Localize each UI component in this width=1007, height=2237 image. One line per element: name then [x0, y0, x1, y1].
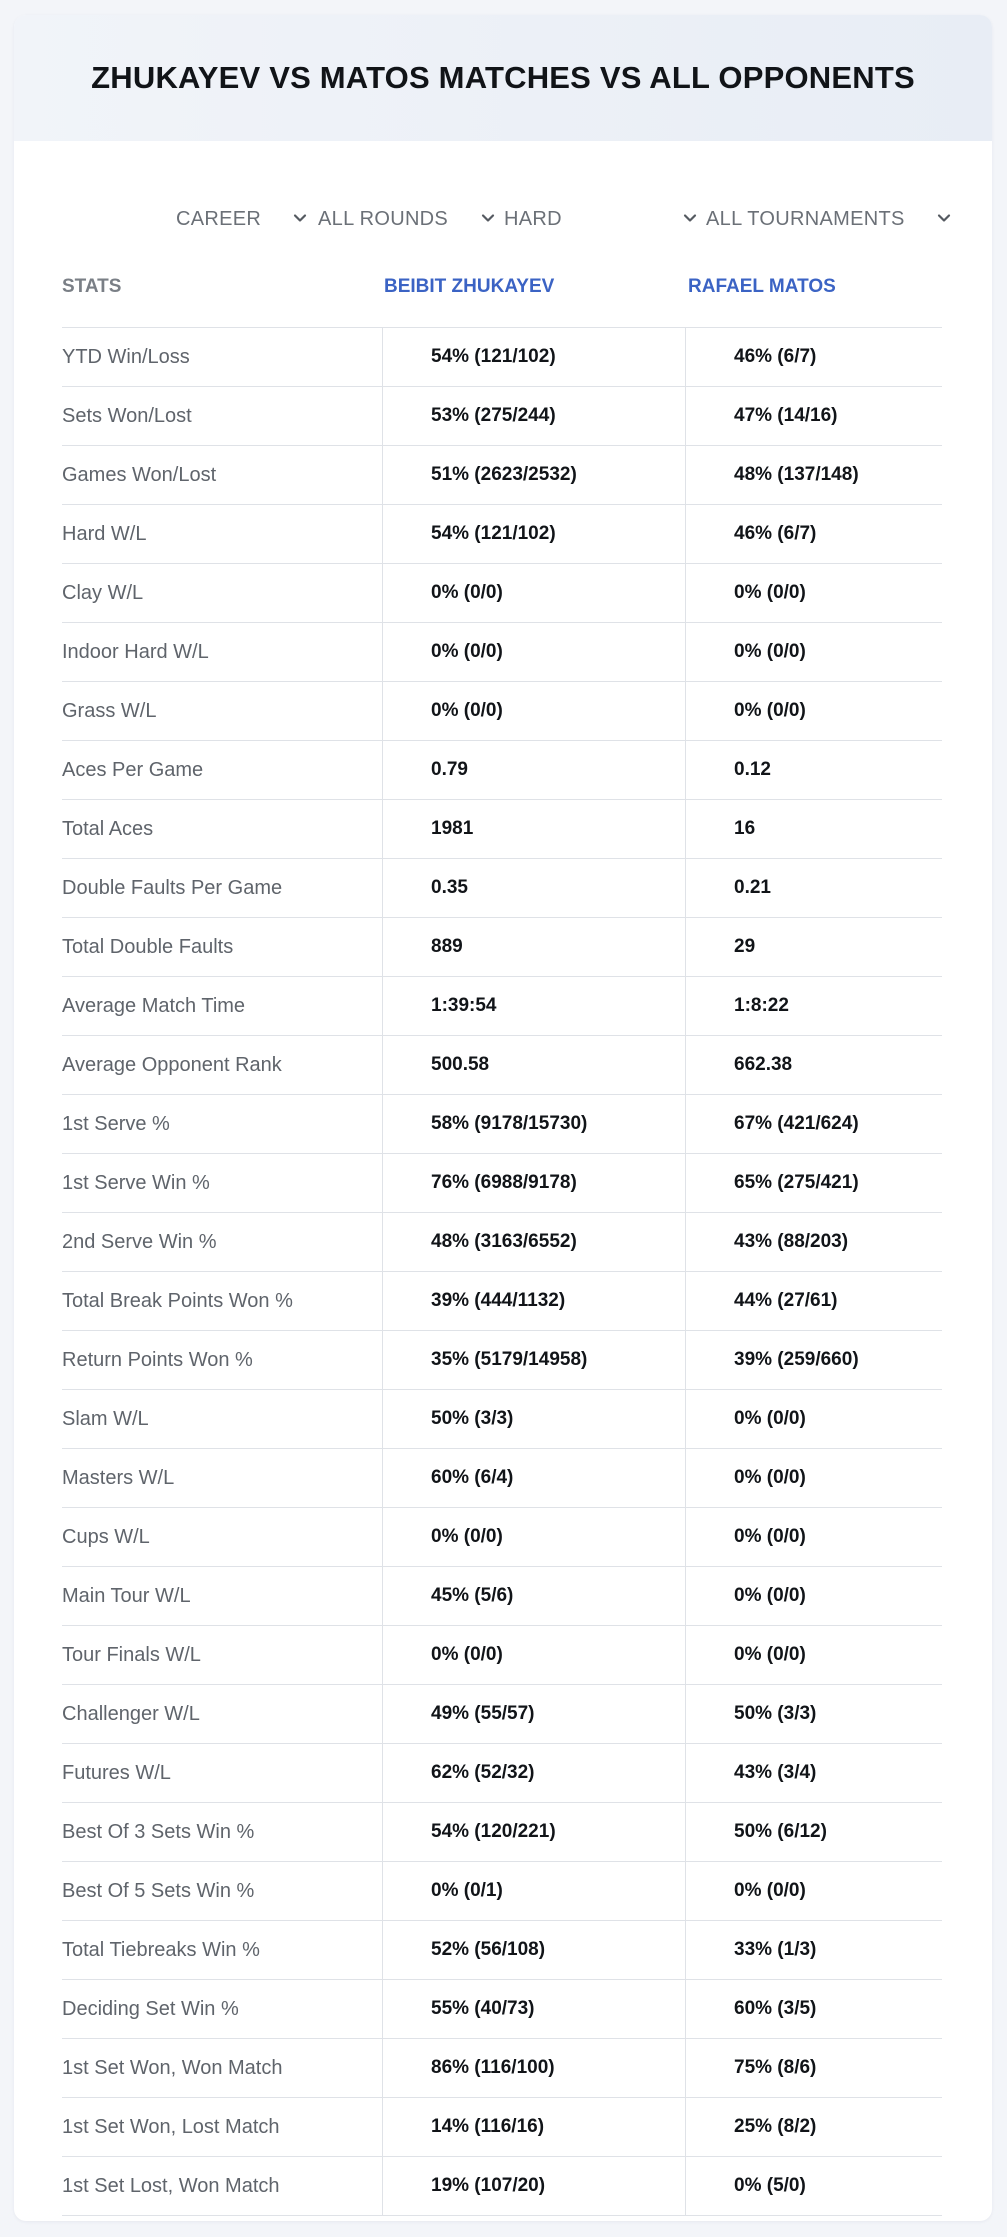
stat-label: Games Won/Lost [62, 464, 217, 486]
card-header [14, 15, 992, 141]
player-1-value: 0.79 [382, 741, 685, 799]
player-1-value: 0% (0/0) [382, 682, 685, 740]
stat-label: Cups W/L [62, 1526, 150, 1548]
player-1-value: 55% (40/73) [382, 1980, 685, 2038]
table-row [62, 1036, 942, 1095]
stat-label: Deciding Set Win % [62, 1998, 239, 2020]
player-1-value: 54% (120/221) [382, 1803, 685, 1861]
table-row [62, 1744, 942, 1803]
stat-label: Total Break Points Won % [62, 1290, 293, 1312]
stat-label: 2nd Serve Win % [62, 1231, 217, 1253]
player-1-value: 500.58 [382, 1036, 685, 1094]
tournaments-select-value: ALL TOURNAMENTS [706, 207, 905, 230]
stat-label: YTD Win/Loss [62, 346, 190, 368]
player-2-value: 29 [685, 918, 942, 976]
chevron-down-icon [290, 208, 310, 228]
stat-label: Indoor Hard W/L [62, 641, 209, 663]
stat-label: 1st Serve Win % [62, 1172, 210, 1194]
player-1-value: 14% (116/16) [382, 2098, 685, 2156]
stat-label: Average Match Time [62, 995, 246, 1017]
player-1-value: 58% (9178/15730) [382, 1095, 685, 1153]
player-1-value: 35% (5179/14958) [382, 1331, 685, 1389]
stat-label: Sets Won/Lost [62, 405, 192, 427]
player-2-value: 0% (0/0) [685, 1449, 942, 1507]
player-2-value: 47% (14/16) [685, 387, 942, 445]
player-2-value: 1:8:22 [685, 977, 942, 1035]
player-1-value: 0% (0/0) [382, 1508, 685, 1566]
table-row [62, 1390, 942, 1449]
player-2-value: 44% (27/61) [685, 1272, 942, 1330]
stat-label: 1st Serve % [62, 1113, 170, 1135]
player-2-value: 65% (275/421) [685, 1154, 942, 1212]
table-row [62, 1449, 942, 1508]
table-row [62, 564, 942, 623]
table-row [62, 1685, 942, 1744]
player-2-value: 33% (1/3) [685, 1921, 942, 1979]
player-2-value: 48% (137/148) [685, 446, 942, 504]
table-row [62, 1272, 942, 1331]
player-1-value: 19% (107/20) [382, 2157, 685, 2215]
player-1-value: 1:39:54 [382, 977, 685, 1035]
player-1-value: 62% (52/32) [382, 1744, 685, 1802]
player-1-value: 889 [382, 918, 685, 976]
player-1-value: 50% (3/3) [382, 1390, 685, 1448]
table-row [62, 918, 942, 977]
stat-label: Masters W/L [62, 1467, 175, 1489]
player-2-value: 0% (0/0) [685, 1567, 942, 1625]
table-row [62, 741, 942, 800]
stat-label: Grass W/L [62, 700, 157, 722]
table-row [62, 1862, 942, 1921]
player-2-value: 662.38 [685, 1036, 942, 1094]
player-2-value: 0.21 [685, 859, 942, 917]
player-1-value: 0.35 [382, 859, 685, 917]
player-2-value: 0% (0/0) [685, 1626, 942, 1684]
table-row [62, 505, 942, 564]
player-1-value: 51% (2623/2532) [382, 446, 685, 504]
table-row [62, 1567, 942, 1626]
stat-label: Aces Per Game [62, 759, 204, 781]
surface-select-value: HARD [504, 207, 562, 230]
period-select-value: CAREER [176, 207, 262, 230]
player-1-value: 45% (5/6) [382, 1567, 685, 1625]
table-row [62, 446, 942, 505]
stat-label: Double Faults Per Game [62, 877, 283, 899]
player-2-value: 39% (259/660) [685, 1331, 942, 1389]
stat-label: 1st Set Won, Lost Match [62, 2116, 280, 2138]
player-2-value: 50% (6/12) [685, 1803, 942, 1861]
player-1-value: 49% (55/57) [382, 1685, 685, 1743]
player-1-value: 0% (0/0) [382, 564, 685, 622]
player-1-value: 39% (444/1132) [382, 1272, 685, 1330]
player-2-value: 75% (8/6) [685, 2039, 942, 2097]
table-row [62, 859, 942, 918]
period-select[interactable] [176, 191, 318, 247]
player-1-value: 48% (3163/6552) [382, 1213, 685, 1271]
table-row [62, 1213, 942, 1272]
rounds-select-value: ALL ROUNDS [318, 207, 449, 230]
tournaments-select[interactable] [706, 191, 956, 247]
player-2-value: 46% (6/7) [685, 505, 942, 563]
stat-label: Return Points Won % [62, 1349, 253, 1371]
player-2-value: 60% (3/5) [685, 1980, 942, 2038]
chevron-down-icon [934, 208, 954, 228]
player-1-value: 1981 [382, 800, 685, 858]
stat-label: Tour Finals W/L [62, 1644, 201, 1666]
player-1-value: 60% (6/4) [382, 1449, 685, 1507]
table-row [62, 682, 942, 741]
player-1-value: 0% (0/1) [382, 1862, 685, 1920]
player-2-value: 0% (0/0) [685, 1390, 942, 1448]
table-row [62, 2098, 942, 2157]
stat-label: 1st Set Lost, Won Match [62, 2175, 280, 2197]
table-row [62, 1508, 942, 1567]
player-2-value: 43% (3/4) [685, 1744, 942, 1802]
table-row [62, 1154, 942, 1213]
table-row [62, 328, 942, 387]
stat-label: Total Aces [62, 818, 154, 840]
stat-label: Average Opponent Rank [62, 1054, 282, 1076]
page-title: ZHUKAYEV VS MATOS MATCHES VS ALL OPPONENTS [91, 60, 915, 95]
player-2-value: 25% (8/2) [685, 2098, 942, 2156]
stats-table [62, 247, 942, 2216]
stat-label: Futures W/L [62, 1762, 171, 1784]
rounds-select[interactable] [318, 191, 500, 247]
stat-label: Clay W/L [62, 582, 144, 604]
stat-label: Slam W/L [62, 1408, 149, 1430]
chevron-down-icon [478, 208, 498, 228]
player-2-value: 0% (0/0) [685, 682, 942, 740]
stat-label: Total Tiebreaks Win % [62, 1939, 260, 1961]
table-row [62, 800, 942, 859]
table-row [62, 1803, 942, 1862]
table-row [62, 1331, 942, 1390]
table-header [62, 247, 942, 328]
table-row [62, 1095, 942, 1154]
player-2-value: 50% (3/3) [685, 1685, 942, 1743]
stat-label: Challenger W/L [62, 1703, 200, 1725]
player-1-value: 52% (56/108) [382, 1921, 685, 1979]
player-1-value: 86% (116/100) [382, 2039, 685, 2097]
table-row [62, 387, 942, 446]
player-2-value: 46% (6/7) [685, 328, 942, 386]
player-1-value: 0% (0/0) [382, 623, 685, 681]
player-2-value: 0% (0/0) [685, 1862, 942, 1920]
player-2-value: 0% (5/0) [685, 2157, 942, 2215]
player-2-value: 0% (0/0) [685, 564, 942, 622]
chevron-down-icon [680, 208, 700, 228]
table-row [62, 1626, 942, 1685]
player-1-value: 0% (0/0) [382, 1626, 685, 1684]
table-row [62, 1921, 942, 1980]
table-body [62, 328, 942, 2216]
player-1-value: 53% (275/244) [382, 387, 685, 445]
column-header-stats: STATS [62, 276, 122, 297]
table-row [62, 2039, 942, 2098]
player-2-value: 43% (88/203) [685, 1213, 942, 1271]
stat-label: 1st Set Won, Won Match [62, 2057, 283, 2079]
filter-bar [14, 191, 992, 247]
stat-label: Total Double Faults [62, 936, 234, 958]
stat-label: Main Tour W/L [62, 1585, 191, 1607]
player-2-value: 16 [685, 800, 942, 858]
player-2-value: 0% (0/0) [685, 1508, 942, 1566]
surface-select[interactable] [504, 191, 704, 247]
player-2-value: 0% (0/0) [685, 623, 942, 681]
player-1-value: 54% (121/102) [382, 328, 685, 386]
column-header-player-2[interactable]: RAFAEL MATOS [688, 276, 836, 297]
player-1-value: 76% (6988/9178) [382, 1154, 685, 1212]
stats-card [14, 15, 992, 2221]
table-row [62, 977, 942, 1036]
table-row [62, 1980, 942, 2039]
table-row [62, 623, 942, 682]
player-1-value: 54% (121/102) [382, 505, 685, 563]
player-2-value: 67% (421/624) [685, 1095, 942, 1153]
column-header-player-1[interactable]: BEIBIT ZHUKAYEV [384, 276, 555, 297]
stat-label: Best Of 3 Sets Win % [62, 1821, 255, 1843]
stat-label: Best Of 5 Sets Win % [62, 1880, 255, 1902]
table-row [62, 2157, 942, 2216]
player-2-value: 0.12 [685, 741, 942, 799]
stat-label: Hard W/L [62, 523, 147, 545]
